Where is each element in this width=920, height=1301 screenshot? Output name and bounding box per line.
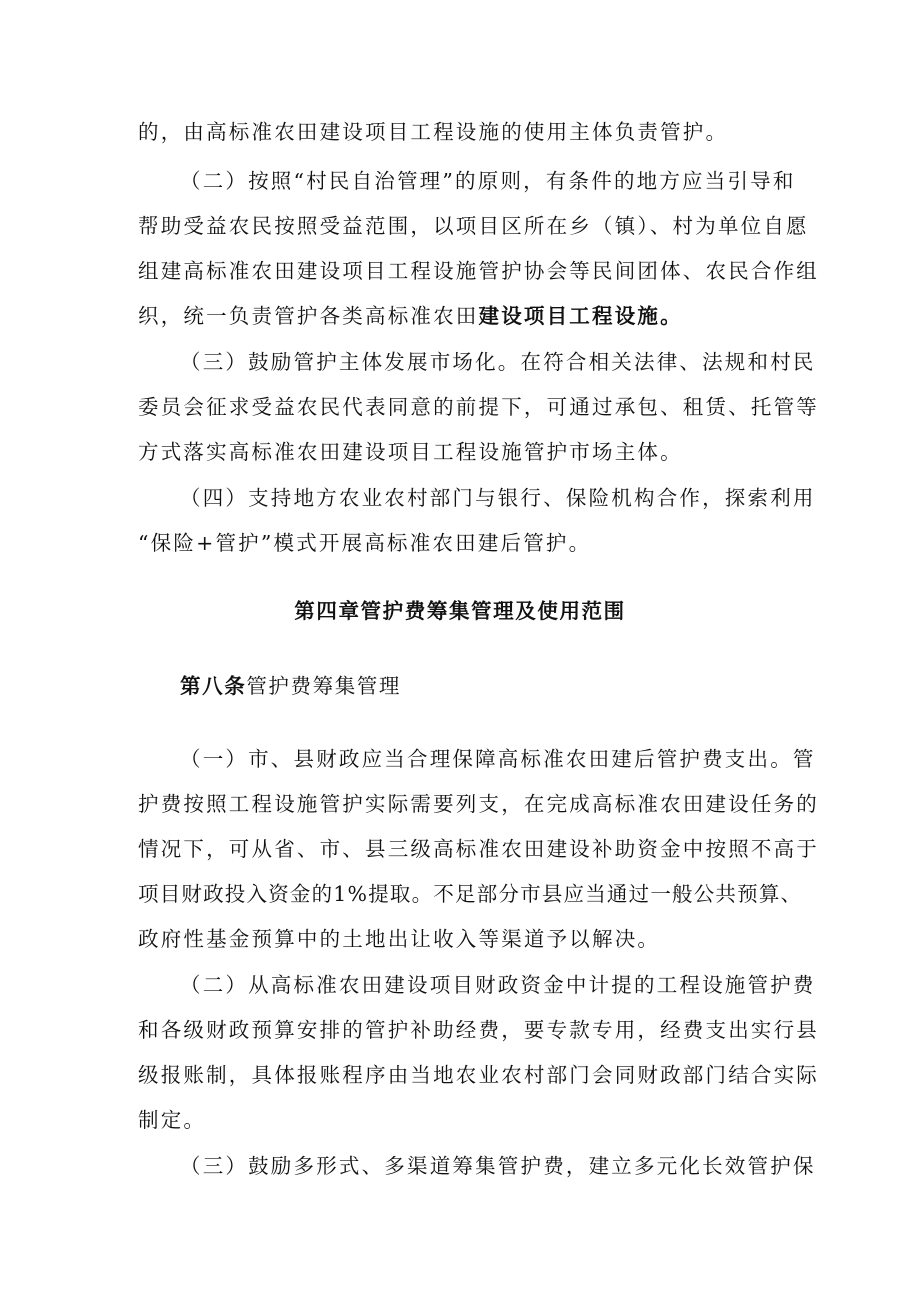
paragraph-line: 帮助受益农民按照受益范围，以项目区所在乡（镇）、村为单位自愿 [138, 214, 809, 238]
paragraph-line: 方式落实高标准农田建设项目工程设施管护市场主体。 [138, 440, 683, 464]
paragraph-line: 情况下，可从省、市、县三级高标准农田建设补助资金中按照不高于 [138, 837, 819, 861]
paragraph-line: “保险+管护”模式开展高标准农田建后管护。 [138, 531, 592, 555]
paragraph-line: （三）鼓励管护主体发展市场化。在符合相关法律、法规和村民 [180, 350, 816, 374]
paragraph-line: （三）鼓励多形式、多渠道筹集管护费，建立多元化长效管护保 [180, 1154, 816, 1178]
article-title: 管护费筹集管理 [246, 674, 402, 698]
paragraph-line: 级报账制，具体报账程序由当地农业农村部门会同财政部门结合实际 [138, 1063, 819, 1087]
paragraph-line: （二）从高标准农田建设项目财政资金中计提的工程设施管护费 [180, 973, 816, 997]
paragraph-line: 护费按照工程设施管护实际需要列支，在完成高标准农田建设任务的 [138, 792, 819, 816]
article-number: 第八条 [180, 674, 247, 698]
paragraph-line: （四）支持地方农业农村部门与银行、保险机构合作，探索利用 [180, 486, 816, 510]
paragraph-line: （一）市、县财政应当合理保障高标准农田建后管护费支出。管 [180, 747, 816, 771]
paragraph-line: （二）按照“村民自治管理”的原则，有条件的地方应当引导和 [180, 169, 796, 193]
article-heading [180, 671, 401, 701]
paragraph-line: 和各级财政预算安排的管护补助经费，要专款专用，经费支出实行县 [138, 1018, 819, 1042]
paragraph-line [138, 301, 683, 331]
paragraph-line: 政府性基金预算中的土地出让收入等渠道予以解决。 [138, 927, 661, 951]
paragraph-line: 的，由高标准农田建设项目工程设施的使用主体负责管护。 [138, 120, 729, 144]
paragraph-line: 项目财政投入资金的1%提取。不足部分市县应当通过一般公共预算、 [138, 882, 803, 906]
paragraph-text: 织，统一负责管护各类高标准农田 [138, 304, 479, 328]
paragraph-line: 委员会征求受益农民代表同意的前提下，可通过承包、租赁、托管等 [138, 395, 819, 419]
bold-paragraph-text: 建设项目工程设施。 [478, 304, 683, 328]
chapter-heading: 第四章管护费筹集管理及使用范围 [294, 599, 626, 623]
paragraph-line: 制定。 [138, 1108, 207, 1132]
paragraph-line: 组建高标准农田建设项目工程设施管护协会等民间团体、农民合作组 [138, 259, 819, 283]
